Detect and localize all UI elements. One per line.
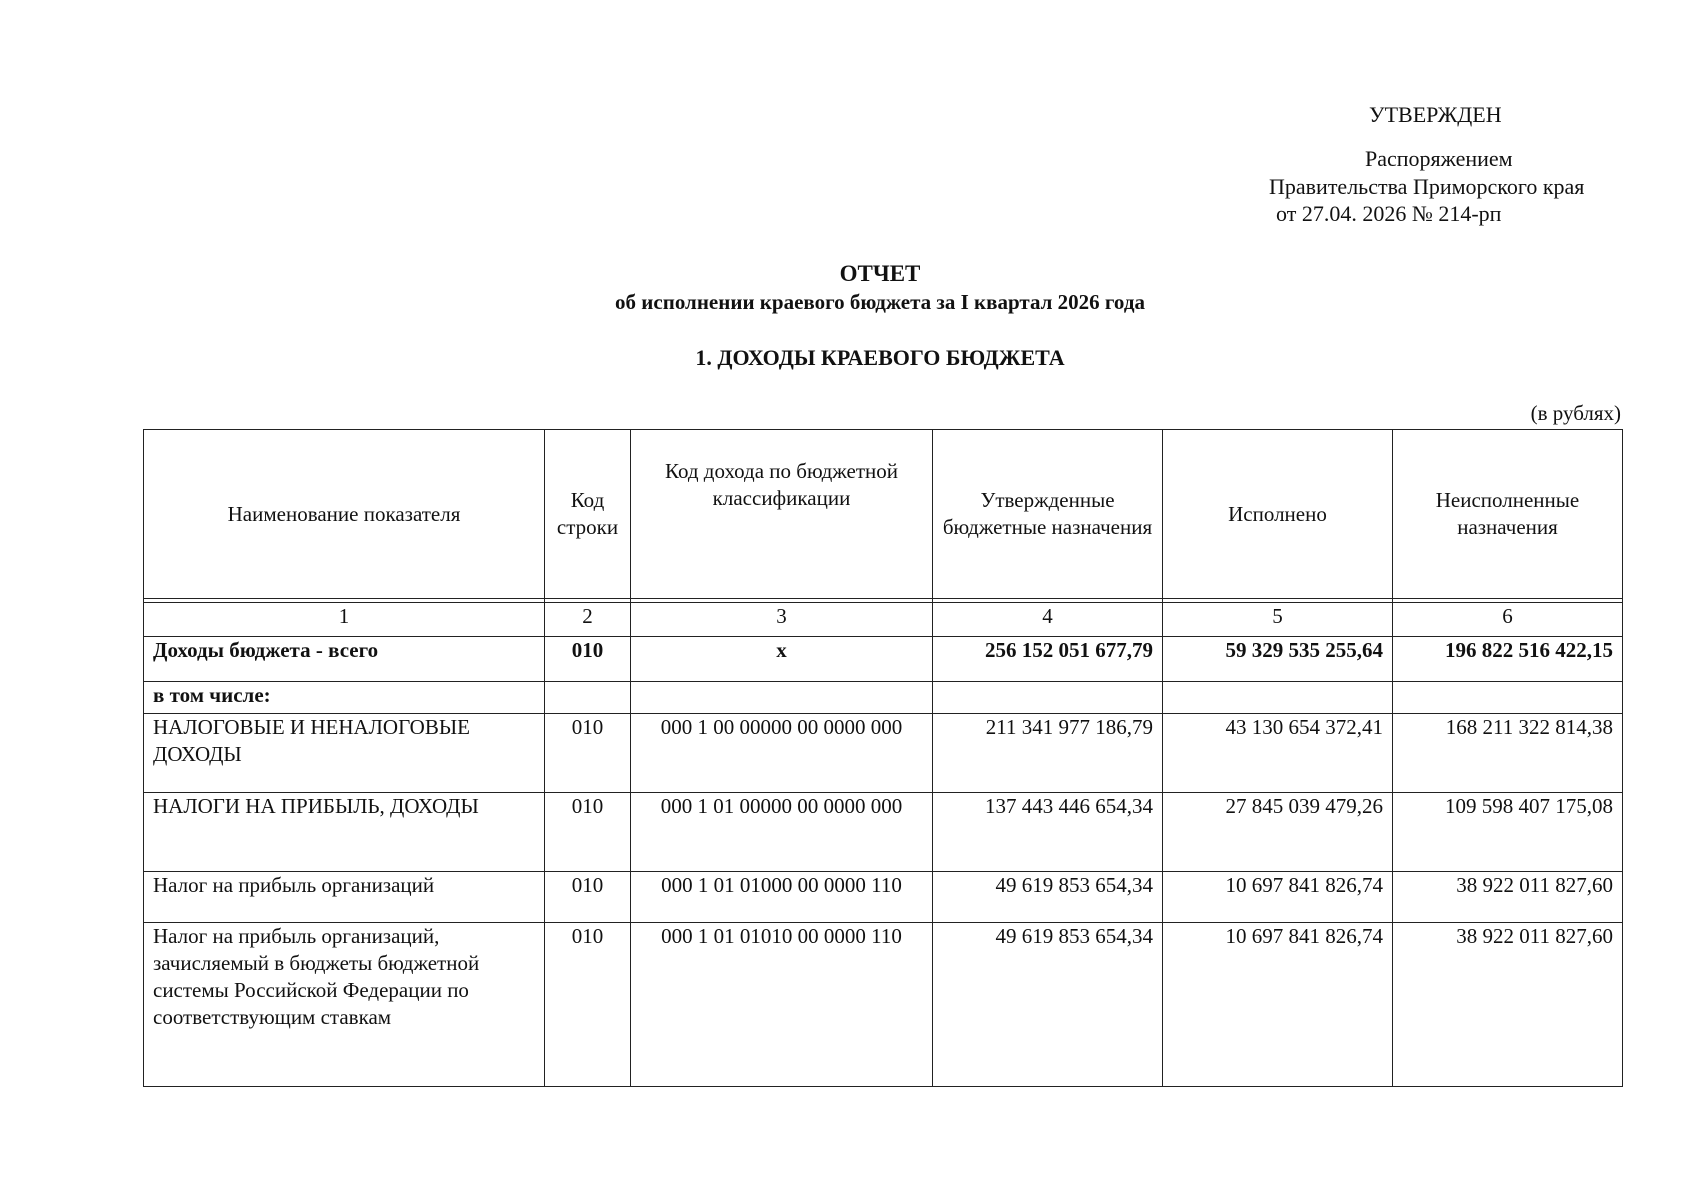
cell-line-code: 010 xyxy=(545,872,631,923)
cell-approved: 49 619 853 654,34 xyxy=(933,872,1163,923)
table-row-total xyxy=(144,637,1623,682)
section-title: 1. ДОХОДЫ КРАЕВОГО БЮДЖЕТА xyxy=(695,345,1065,370)
header-executed: Исполнено xyxy=(1163,430,1393,599)
table-row xyxy=(144,923,1623,1087)
cell-approved: 49 619 853 654,34 xyxy=(933,923,1163,1087)
cell-line-code: 010 xyxy=(545,923,631,1087)
cell-approved xyxy=(933,682,1163,714)
cell-unexecuted: 196 822 516 422,15 xyxy=(1393,637,1623,682)
cell-name: НАЛОГИ НА ПРИБЫЛЬ, ДОХОДЫ xyxy=(144,793,545,872)
column-number: 2 xyxy=(545,603,631,637)
cell-approved: 137 443 446 654,34 xyxy=(933,793,1163,872)
cell-executed: 59 329 535 255,64 xyxy=(1163,637,1393,682)
cell-name: Налог на прибыль организаций, зачисляемый в бюджеты бюджетной системы Российской Федерации по соответствующим ставкам xyxy=(144,923,545,1087)
cell-executed: 27 845 039 479,26 xyxy=(1163,793,1393,872)
approval-line-1: Распоряжением xyxy=(1365,146,1513,171)
header-unexecuted: Неисполненные назначения xyxy=(1393,430,1623,599)
cell-name: Налог на прибыль организаций xyxy=(144,872,545,923)
column-number: 3 xyxy=(631,603,933,637)
cell-executed: 10 697 841 826,74 xyxy=(1163,923,1393,1087)
cell-unexecuted xyxy=(1393,682,1623,714)
cell-income-code: x xyxy=(631,637,933,682)
cell-income-code xyxy=(631,682,933,714)
column-number: 6 xyxy=(1393,603,1623,637)
cell-approved: 211 341 977 186,79 xyxy=(933,714,1163,793)
cell-unexecuted: 168 211 322 814,38 xyxy=(1393,714,1623,793)
table-row xyxy=(144,714,1623,793)
table-row xyxy=(144,872,1623,923)
table-row-including xyxy=(144,682,1623,714)
cell-unexecuted: 109 598 407 175,08 xyxy=(1393,793,1623,872)
approval-status: УТВЕРЖДЕН xyxy=(1369,102,1502,127)
cell-income-code: 000 1 01 01010 00 0000 110 xyxy=(631,923,933,1087)
income-table xyxy=(143,429,1623,1087)
cell-executed: 10 697 841 826,74 xyxy=(1163,872,1393,923)
report-subtitle: об исполнении краевого бюджета за I квартал 2026 года xyxy=(615,290,1145,314)
approval-line-3: от 27.04. 2026 № 214-рп xyxy=(1276,201,1502,226)
cell-income-code: 000 1 00 00000 00 0000 000 xyxy=(631,714,933,793)
cell-executed: 43 130 654 372,41 xyxy=(1163,714,1393,793)
header-approved: Утвержденные бюджетные назначения xyxy=(933,430,1163,599)
cell-name: НАЛОГОВЫЕ И НЕНАЛОГОВЫЕ ДОХОДЫ xyxy=(144,714,545,793)
cell-income-code: 000 1 01 01000 00 0000 110 xyxy=(631,872,933,923)
cell-line-code: 010 xyxy=(545,793,631,872)
column-number: 4 xyxy=(933,603,1163,637)
header-income-code: Код дохода по бюджетной классификации xyxy=(631,430,933,599)
approval-line-2: Правительства Приморского края xyxy=(1269,174,1585,199)
table-header-row xyxy=(144,430,1623,599)
column-number: 1 xyxy=(144,603,545,637)
cell-line-code: 010 xyxy=(545,714,631,793)
header-line-code: Код строки xyxy=(545,430,631,599)
cell-name: Доходы бюджета - всего xyxy=(144,637,545,682)
cell-name: в том числе: xyxy=(144,682,545,714)
header-indicator-name: Наименование показателя xyxy=(144,430,545,599)
units-note: (в рублях) xyxy=(1530,401,1621,425)
cell-unexecuted: 38 922 011 827,60 xyxy=(1393,872,1623,923)
cell-line-code: 010 xyxy=(545,637,631,682)
cell-unexecuted: 38 922 011 827,60 xyxy=(1393,923,1623,1087)
cell-executed xyxy=(1163,682,1393,714)
cell-approved: 256 152 051 677,79 xyxy=(933,637,1163,682)
report-title: ОТЧЕТ xyxy=(839,261,921,286)
column-number-row xyxy=(144,603,1623,637)
column-number: 5 xyxy=(1163,603,1393,637)
cell-line-code xyxy=(545,682,631,714)
table-row xyxy=(144,793,1623,872)
cell-income-code: 000 1 01 00000 00 0000 000 xyxy=(631,793,933,872)
